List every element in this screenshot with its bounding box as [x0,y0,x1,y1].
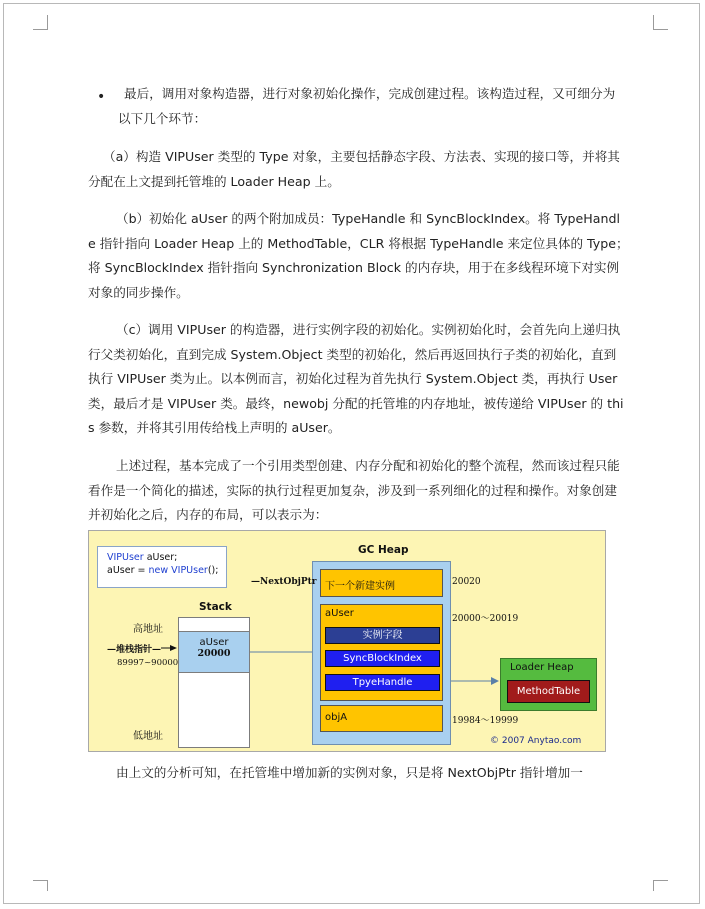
code-type-name: VIPUser [107,552,144,563]
paragraph-b-line-4: 对象的同步操作。 [88,285,189,300]
typehandle-to-loader-arrowhead [491,677,499,685]
paragraph-c-line-5: s 参数，并将其引用传给栈上声明的 aUser。 [88,420,341,435]
paragraph-d-line-2: 看作是一个简化的描述，实际的执行过程更加复杂，涉及到一系列细化的过程和操作。对象创建 [88,483,617,498]
stack-cell-name: aUser [199,637,229,648]
stack-pointer-range: 89997~90000 [117,658,179,668]
next-obj-ptr-label: —NextObjPtr [251,577,317,587]
memory-layout-diagram [88,530,606,752]
field-sync-block-index: SyncBlockIndex [325,650,440,667]
stack-cell-value: 20000 [197,648,231,659]
code-declaration: aUser; [143,552,178,563]
stack-pointer-arrowhead [170,645,177,651]
field-instance-fields: 实例字段 [325,627,440,644]
low-address-label: 低地址 [133,731,163,742]
slot-auser-label: aUser [325,608,354,619]
paragraph-c-line-1: （c）调用 VIPUser 的构造器，进行实例字段的初始化。实例初始化时，会首先向上递归执 [116,322,621,337]
paragraph-a-line-1: （a）构造 VIPUser 类型的 Type 对象，主要包括静态字段、方法表、实现的接口等，并将其 [103,149,620,164]
crop-mark-top-left [33,15,48,30]
code-line-1 [107,551,226,564]
address-new: 20020 [452,577,481,587]
paragraph-b-line-3: 将 SyncBlockIndex 指针指向 Synchronization Block 的内存块，用于在多线程环境下对实例 [88,260,620,275]
stack-pointer-label: —堆栈指针— [107,642,161,655]
paragraph-1-line-1: 最后，调用对象构造器，进行对象初始化操作，完成创建过程。该构造过程，又可细分为 [124,86,616,101]
slot-obja-label: objA [325,712,348,723]
paragraph-1-line-2: 以下几个环节： [118,111,207,126]
address-obja: 19984～19999 [452,716,519,726]
paragraph-c-line-2: 行父类初始化，直到完成 System.Object 类型的初始化，然后再返回执行子类的初始化，直到 [88,347,617,362]
crop-mark-bottom-left [33,880,48,891]
loader-heap-label: Loader Heap [510,662,574,673]
slot-obja [320,705,443,732]
stack-cell-auser [178,631,250,673]
method-table-box: MethodTable [507,680,590,703]
bullet-glyph: • [97,89,106,105]
paragraph-e-line-1: 由上文的分析可知，在托管堆中增加新的实例对象，只是将 NextObjPtr 指针增加一 [116,765,583,780]
address-auser: 20000～20019 [452,614,519,624]
gc-heap-title: GC Heap [358,544,409,556]
field-type-handle: TpyeHandle [325,674,440,691]
code-new-keyword: new [148,565,169,576]
code-snippet [97,546,227,588]
paragraph-b-line-2: e 指针指向 Loader Heap 上的 MethodTable，CLR 将根据 TypeHandle 来定位具体的 Type； [88,236,629,251]
code-assignment: aUser = [107,565,149,576]
paragraph-c-line-4: 类，最后才是 VIPUser 类。最终，newobj 分配的托管堆的内存地址，被传递给 VIPUser 的 thi [88,396,624,411]
code-call-end: (); [207,565,219,576]
paragraph-d-line-3: 并初始化之后，内存的布局，可以表示为： [88,507,328,522]
crop-mark-top-right [653,15,668,30]
paragraph-b-line-1: （b）初始化 aUser 的两个附加成员：TypeHandle 和 SyncBlockIndex。将 TypeHandl [116,211,620,226]
code-constructor-type: VIPUser [168,565,208,576]
slot-next-new-instance-label: 下一个新建实例 [325,581,395,592]
copyright-label: © 2007 Anytao.com [490,736,582,746]
paragraph-c-line-3: 执行 VIPUser 类为止。以本例而言，初始化过程为首先执行 System.Object 类，再执行 User [88,371,618,386]
slot-next-new-instance [320,569,443,597]
code-line-2 [107,564,226,577]
paragraph-d-line-1: 上述过程，基本完成了一个引用类型创建、内存分配和初始化的整个流程，然而该过程只能 [116,458,620,473]
stack-title: Stack [199,601,232,613]
paragraph-a-line-2: 分配在上文提到托管堆的 Loader Heap 上。 [88,174,340,189]
crop-mark-bottom-right [653,880,668,891]
high-address-label: 高地址 [133,624,163,635]
